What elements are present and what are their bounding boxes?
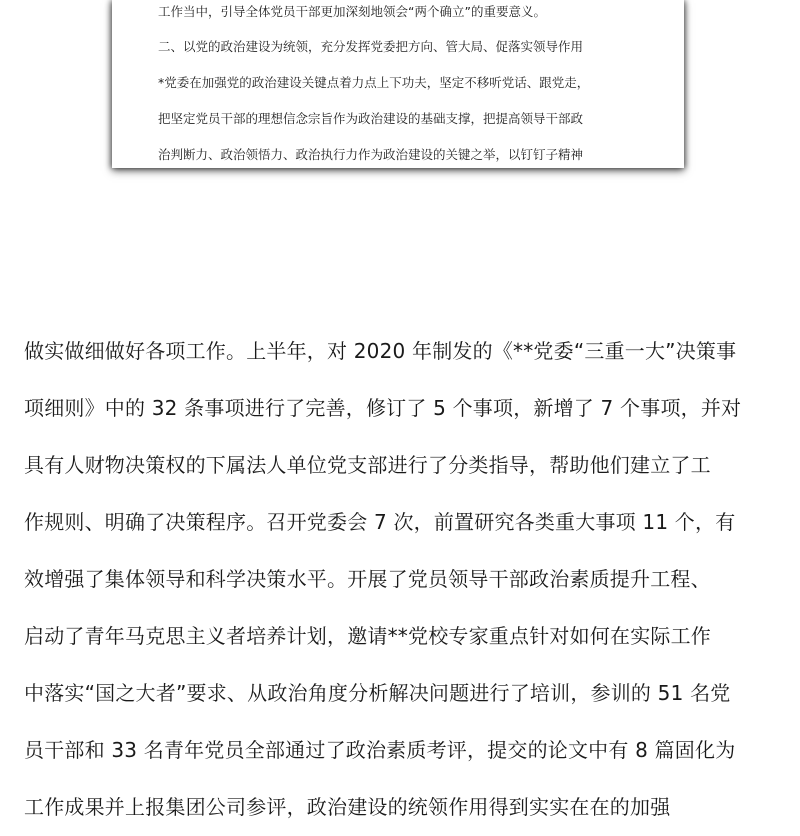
body-line: 项细则》中的 32 条事项进行了完善，修订了 5 个事项，新增了 7 个事项，并对 bbox=[24, 396, 742, 420]
body-line: 启动了青年马克思主义者培养计划，邀请**党校专家重点针对如何在实际工作 bbox=[24, 624, 711, 648]
body-line: 做实做细做好各项工作。上半年，对 2020 年制发的《**党委“三重一大”决策事 bbox=[24, 339, 737, 363]
preview-line: 二、以党的政治建设为统领，充分发挥党委把方向、管大局、促落实领导作用 bbox=[158, 39, 584, 54]
body-line: 员干部和 33 名青年党员全部通过了政治素质考评，提交的论文中有 8 篇固化为 bbox=[24, 738, 736, 762]
preview-line: 工作当中，引导全体党员干部更加深刻地领会“两个确立”的重要意义。 bbox=[158, 4, 546, 19]
document-preview-card bbox=[112, 0, 684, 168]
body-line: 工作成果并上报集团公司参评，政治建设的统领作用得到实实在在的加强 bbox=[24, 795, 671, 819]
preview-line: *党委在加强党的政治建设关键点着力点上下功夫，坚定不移听党话、跟党走， bbox=[158, 75, 590, 90]
body-line: 中落实“国之大者”要求、从政治角度分析解决问题进行了培训，参训的 51 名党 bbox=[24, 681, 731, 705]
body-line: 具有人财物决策权的下属法人单位党支部进行了分类指导，帮助他们建立了工 bbox=[24, 453, 711, 477]
body-line: 作规则、明确了决策程序。召开党委会 7 次，前置研究各类重大事项 11 个，有 bbox=[24, 510, 736, 534]
preview-line: 治判断力、政治领悟力、政治执行力作为政治建设的关键之举，以钉钉子精神 bbox=[158, 147, 584, 162]
preview-line: 把坚定党员干部的理想信念宗旨作为政治建设的基础支撑，把提高领导干部政 bbox=[158, 111, 584, 126]
body-line: 效增强了集体领导和科学决策水平。开展了党员领导干部政治素质提升工程、 bbox=[24, 567, 711, 591]
